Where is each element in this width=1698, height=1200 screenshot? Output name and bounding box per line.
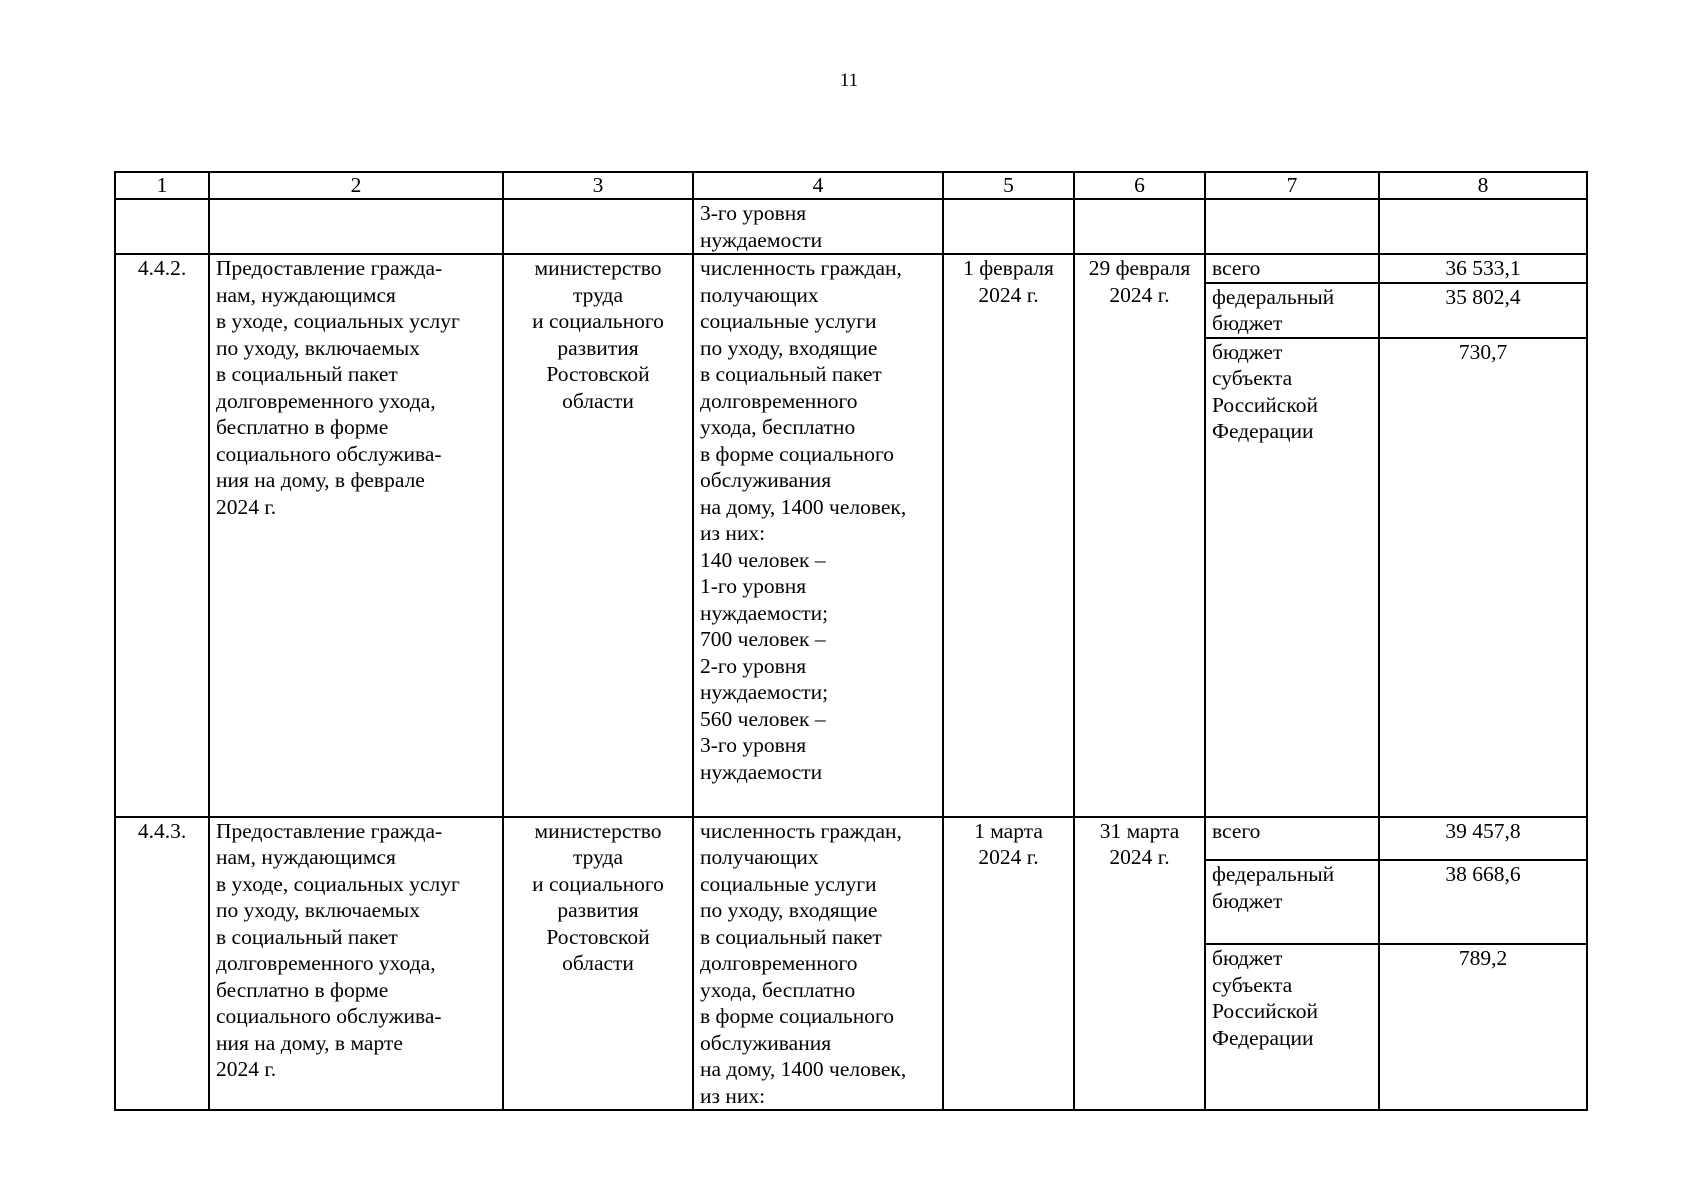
start-date-cell: 1 февраля 2024 г. (943, 254, 1074, 817)
header-cell: 3 (503, 172, 693, 199)
table-row-continuation (115, 199, 1587, 254)
header-cell: 8 (1379, 172, 1587, 199)
funding-source-cell: бюджет субъекта Российской Федерации (1205, 338, 1379, 817)
row-number: 4.4.2. (115, 254, 209, 817)
page-number: 11 (839, 70, 859, 91)
executor-cell: министерство труда и социального развития Ростовской области (503, 817, 693, 1111)
header-cell: 1 (115, 172, 209, 199)
funding-amount-cell: 38 668,6 (1379, 860, 1587, 944)
funding-amount-cell: 36 533,1 (1379, 254, 1587, 283)
header-cell: 2 (209, 172, 503, 199)
activity-table (114, 171, 1588, 1111)
executor-cell: министерство труда и социального развития Ростовской области (503, 254, 693, 817)
indicator-cell: 3-го уровня нуждаемости (693, 199, 943, 254)
header-cell: 5 (943, 172, 1074, 199)
end-date-cell: 31 марта 2024 г. (1074, 817, 1205, 1111)
funding-amount-cell: 35 802,4 (1379, 283, 1587, 338)
funding-amount-cell: 789,2 (1379, 944, 1587, 1110)
funding-source-cell: федеральный бюджет (1205, 860, 1379, 944)
funding-source-cell: федеральный бюджет (1205, 283, 1379, 338)
table-header-row (115, 172, 1587, 199)
start-date-cell: 1 марта 2024 г. (943, 817, 1074, 1111)
table-row (115, 254, 1587, 283)
funding-source-cell: бюджет субъекта Российской Федерации (1205, 944, 1379, 1110)
indicator-cell: численность граждан, получающих социальные услуги по уходу, входящие в социальный пакет долговременного ухода, бесплатно в форме социального обслуживания на дому, 1400 человек, из них: 140 человек – 1-го уровня нуждаемости; 700 человек – 2-го уровня нуждаемости; 560 человек – 3-го уровня нуждаемости (693, 254, 943, 817)
funding-source-cell: всего (1205, 254, 1379, 283)
description-cell: Предоставление гражда- нам, нуждающимся в уходе, социальных услуг по уходу, включаемых в социальный пакет долговременного ухода, бесплатно в форме социального обслужива- ния на дому, в марте 2024 г. (209, 817, 503, 1111)
end-date-cell: 29 февраля 2024 г. (1074, 254, 1205, 817)
funding-amount-cell: 730,7 (1379, 338, 1587, 817)
header-cell: 6 (1074, 172, 1205, 199)
header-cell: 7 (1205, 172, 1379, 199)
indicator-cell: численность граждан, получающих социальные услуги по уходу, входящие в социальный пакет долговременного ухода, бесплатно в форме социального обслуживания на дому, 1400 человек, из них: (693, 817, 943, 1111)
header-cell: 4 (693, 172, 943, 199)
description-cell: Предоставление гражда- нам, нуждающимся в уходе, социальных услуг по уходу, включаемых в социальный пакет долговременного ухода, бесплатно в форме социального обслужива- ния на дому, в феврале 2024 г. (209, 254, 503, 817)
funding-amount-cell: 39 457,8 (1379, 817, 1587, 861)
table-row (115, 817, 1587, 861)
funding-source-cell: всего (1205, 817, 1379, 861)
row-number: 4.4.3. (115, 817, 209, 1111)
